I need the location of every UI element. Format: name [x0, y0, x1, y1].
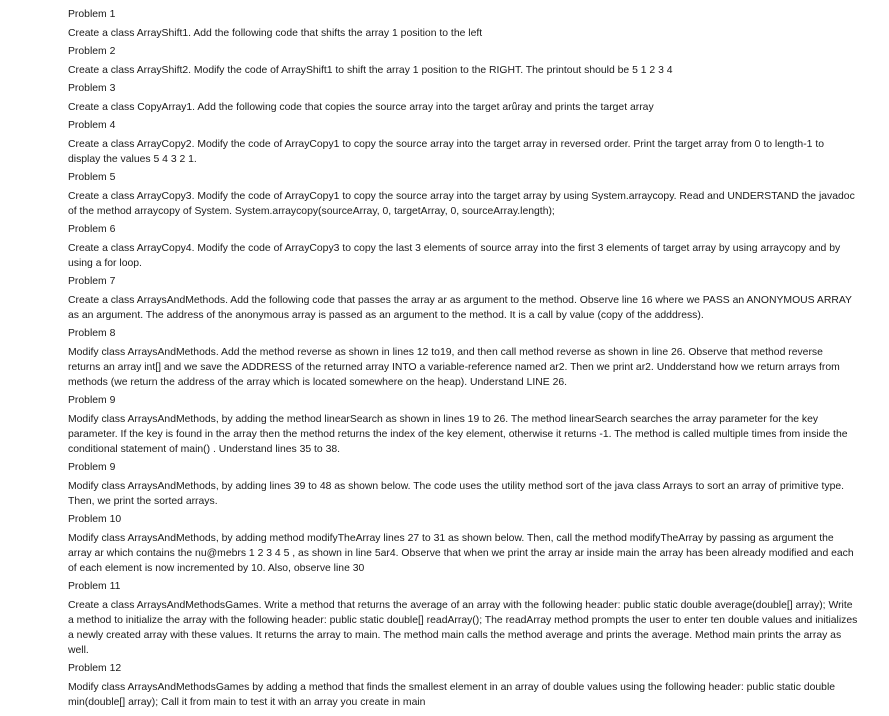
document-body — [68, 6, 858, 714]
problem-4-heading: Problem 4 — [68, 120, 116, 131]
problem-2-text: Create a class ArrayShift2. Modify the code of ArrayShift1 to shift the array 1 position to the RIGHT. The printout should be 5 1 2 3 4 — [68, 65, 673, 76]
problem-10-heading: Problem 10 — [68, 514, 122, 525]
problem-9b-heading: Problem 9 — [68, 462, 116, 473]
problem-2-heading: Problem 2 — [68, 46, 116, 57]
problem-9-heading: Problem 9 — [68, 395, 116, 406]
problem-4-text: Create a class ArrayCopy2. Modify the code of ArrayCopy1 to copy the source array into the target array in reversed order. Print the target array from 0 to length-1 to display the values 5 4 3 2 1. — [68, 139, 824, 165]
problem-8-heading: Problem 8 — [68, 328, 116, 339]
problem-8-text: Modify class ArraysAndMethods. Add the method reverse as shown in lines 12 to19, and then call method reverse as shown in line 26. Observe that method reverse returns an array int[] and we save the ADDRESS of the returned array INTO a variable-reference named ar2. Then we print ar2. Undderstand how we return arrays from methods (we return the address of the array which is located somewhere on the heap). Understand LINE 26. — [68, 347, 840, 388]
problem-3-text: Create a class CopyArray1. Add the following code that copies the source array into the target arǖray and prints the target array — [68, 102, 654, 113]
problem-9b-text: Modify class ArraysAndMethods, by adding lines 39 to 48 as shown below. The code uses the utility method sort of the java class Arrays to sort an array of primitive type. Then, we print the sorted arrays. — [68, 481, 845, 507]
problem-1-heading: Problem 1 — [68, 9, 116, 20]
problem-7-text: Create a class ArraysAndMethods. Add the following code that passes the array ar as argument to the method. Observe line 16 where we PASS an ANONYMOUS ARRAY as an argument. The address of the anonymous array is passed as an argument to the method. It is a call by value (copy of the adddress). — [68, 295, 852, 321]
problem-5-heading: Problem 5 — [68, 172, 116, 183]
problem-6-heading: Problem 6 — [68, 224, 116, 235]
problem-10-text: Modify class ArraysAndMethods, by adding method modifyTheArray lines 27 to 31 as shown below. Then, call the method modifyTheArray by passing as argument the array ar which contains the nu@mebrs 1 2 3 4 5 , as shown in line 5ar4. Observe that when we print the array ar inside main the array has been already modified and each of each element is now incremented by 10. Also, observe line 30 — [68, 533, 854, 574]
problem-11-heading: Problem 11 — [68, 581, 121, 592]
problem-12-heading: Problem 12 — [68, 663, 122, 674]
problem-7-heading: Problem 7 — [68, 276, 116, 287]
problem-11-text: Create a class ArraysAndMethodsGames. Write a method that returns the average of an array with the following header: public static double average(double[] array); Write a method to initialize the array with the following header: public static double[] readArray(); The readArray method prompts the user to enter ten double values and initializes a newly created array with these values. It returns the array to main. The method main calls the method average and prints the average. Method main prints the array as well. — [68, 600, 858, 656]
problem-9-text: Modify class ArraysAndMethods, by adding the method linearSearch as shown in lines 19 to 26. The method linearSearch searches the array parameter for the key parameter. If the key is found in the array then the method returns the index of the key element, otherwise it returns -1. The method is called multiple times from inside the conditional statement of main() . Understand lines 35 to 38. — [68, 414, 848, 455]
problem-5-text: Create a class ArrayCopy3. Modify the code of ArrayCopy1 to copy the source array into the target array by using System.arraycopy. Read and UNDERSTAND the javadoc of the method arraycopy of System. System.arraycopy(sourceArray, 0, targetArray, 0, sourceArray.length); — [68, 191, 855, 217]
problem-12-text: Modify class ArraysAndMethodsGames by adding a method that finds the smallest element in an array of double values using the following header: public static double min(double[] array); Call it from main to test it with an array you create in main — [68, 682, 836, 708]
problem-3-heading: Problem 3 — [68, 83, 116, 94]
problem-6-text: Create a class ArrayCopy4. Modify the code of ArrayCopy3 to copy the last 3 elements of source array into the first 3 elements of target array by using arraycopy and by using a for loop. — [68, 243, 841, 269]
problem-1-text: Create a class ArrayShift1. Add the following code that shifts the array 1 position to the left — [68, 28, 483, 39]
